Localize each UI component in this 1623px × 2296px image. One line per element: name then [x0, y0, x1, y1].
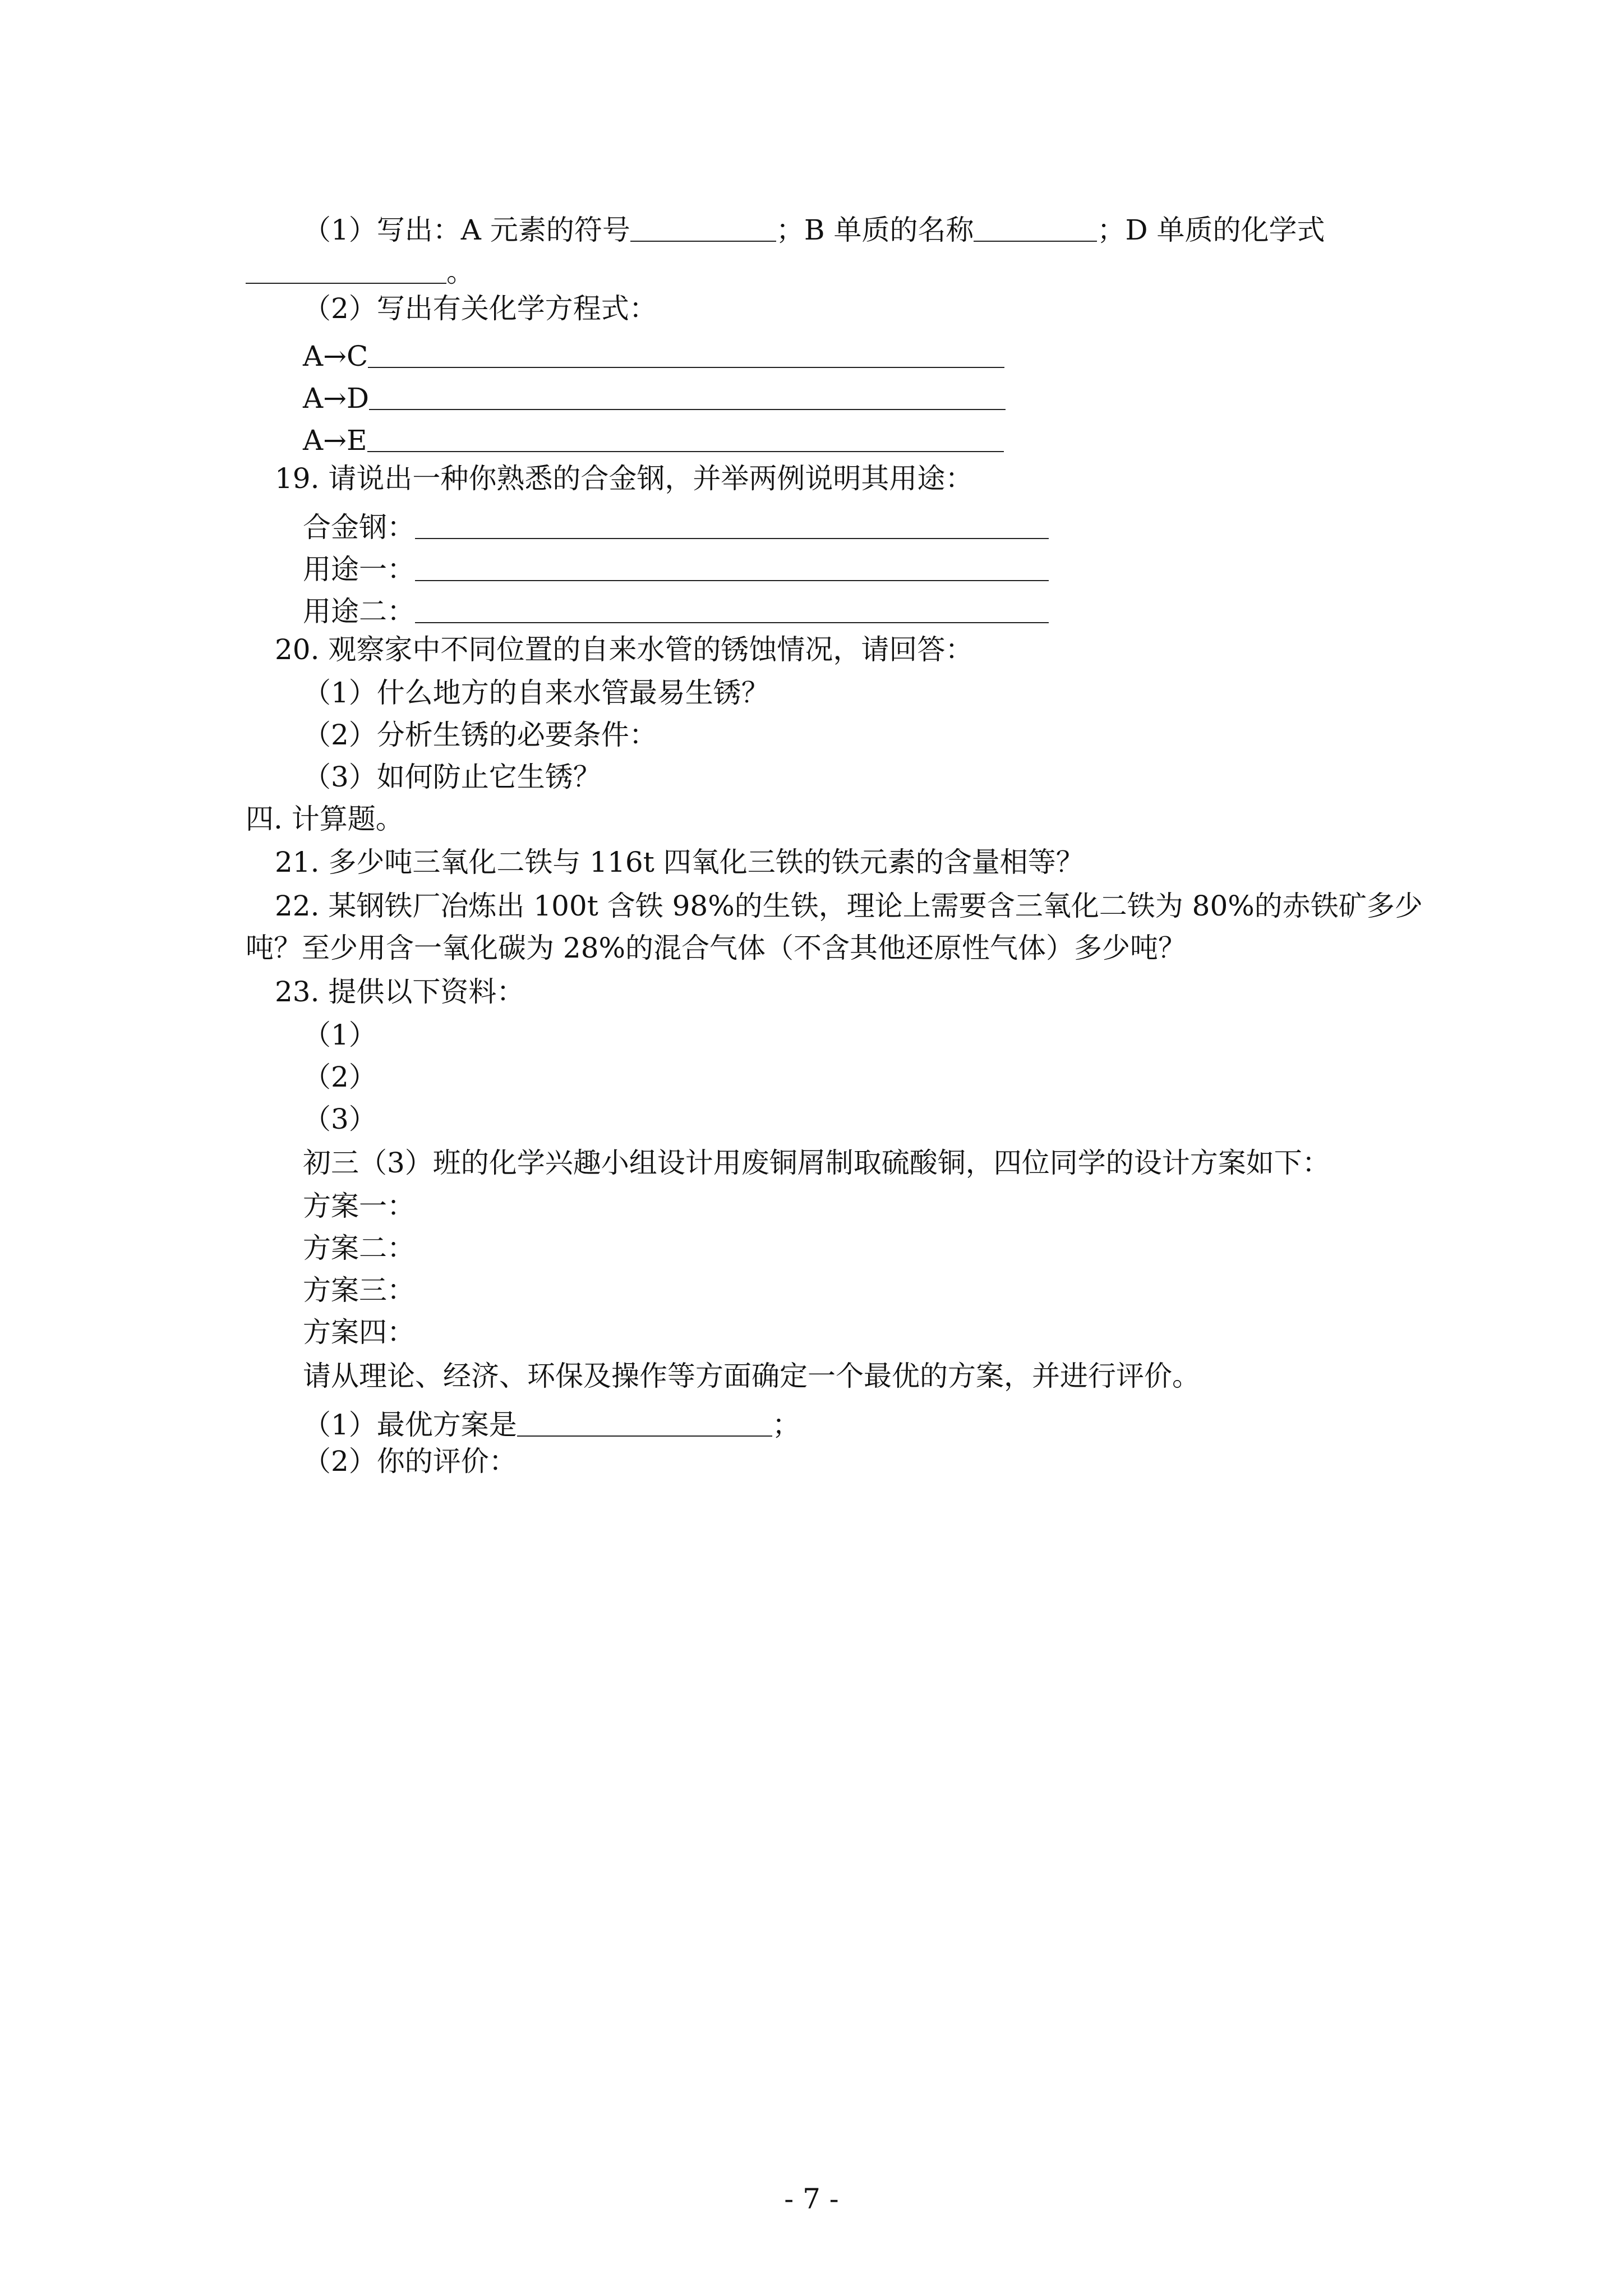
q23-instruction: 请从理论、经济、环保及操作等方面确定一个最优的方案，并进行评价。: [303, 1360, 1200, 1392]
q23-plan-3: 方案三：: [303, 1274, 415, 1306]
equation-blank[interactable]: [368, 339, 1004, 368]
q23-answer2: （2）你的评价：: [303, 1445, 517, 1478]
q21-question: 21. 多少吨三氧化二铁与 116t 四氧化三铁的铁元素的含量相等？: [275, 846, 1084, 878]
field-label: 用途一：: [303, 553, 415, 586]
answer-blank[interactable]: [415, 510, 1049, 539]
q23-intro: 初三（3）班的化学兴趣小组设计用废铜屑制取硫酸铜，四位同学的设计方案如下：: [303, 1147, 1330, 1179]
q23-plan-1: 方案一：: [303, 1190, 415, 1222]
q19-field-alloy: [303, 508, 1049, 544]
field-label: 合金钢：: [303, 511, 415, 544]
q19-field-use2: [303, 592, 1049, 628]
q20-part-1: （1）什么地方的自来水管最易生锈？: [303, 677, 769, 709]
equation-label: A→E: [303, 424, 367, 457]
answer-blank[interactable]: [415, 594, 1049, 623]
q19-question: 19. 请说出一种你熟悉的合金钢，并举两例说明其用途：: [275, 462, 974, 495]
q18-part1-end: 。: [446, 256, 474, 288]
q18-part1-mid-b: ；B 单质的名称: [776, 214, 974, 246]
answer-blank-b-name[interactable]: [974, 213, 1097, 242]
q23-answer1: [303, 1405, 800, 1439]
equation-label: A→C: [303, 340, 368, 372]
equation-row-a-d: [303, 379, 1006, 415]
q20-part-2: （2）分析生锈的必要条件：: [303, 719, 657, 751]
answer-blank-d-formula[interactable]: [246, 255, 446, 284]
answer-blank[interactable]: [415, 552, 1049, 581]
q18-part2-label: （2）写出有关化学方程式：: [303, 292, 657, 325]
q23-material-2: （2）: [303, 1061, 377, 1093]
answer1-label: （1）最优方案是: [303, 1409, 517, 1441]
q23-question: 23. 提供以下资料：: [275, 976, 525, 1008]
q22-line1: 22. 某钢铁厂冶炼出 100t 含铁 98%的生铁，理论上需要含三氧化二铁为 80%的赤铁矿多少: [275, 890, 1423, 922]
equation-label: A→D: [303, 382, 370, 415]
field-label: 用途二：: [303, 595, 415, 628]
equation-row-a-e: [303, 421, 1004, 457]
q18-part1-mid-d: ；D 单质的化学式: [1097, 214, 1325, 246]
q23-material-1: （1）: [303, 1019, 377, 1051]
q19-field-use1: [303, 550, 1049, 586]
q18-part1-line2: [246, 252, 474, 286]
q23-plan-4: 方案四：: [303, 1316, 415, 1349]
page-number: - 7 -: [784, 2183, 839, 2215]
q18-part1-line: [303, 210, 1325, 244]
q23-plan-2: 方案二：: [303, 1232, 415, 1264]
q22-line2: 吨？至少用含一氧化碳为 28%的混合气体（不含其他还原性气体）多少吨？: [246, 932, 1187, 964]
equation-row-a-c: [303, 337, 1004, 370]
section-title: 四. 计算题。: [246, 803, 404, 835]
q20-question: 20. 观察家中不同位置的自来水管的锈蚀情况，请回答：: [275, 633, 974, 666]
answer-blank-a-symbol[interactable]: [630, 213, 776, 242]
equation-blank[interactable]: [367, 423, 1004, 452]
q20-part-3: （3）如何防止它生锈？: [303, 761, 601, 793]
answer1-end: ；: [772, 1409, 800, 1441]
equation-blank[interactable]: [369, 381, 1006, 410]
q23-material-3: （3）: [303, 1103, 377, 1135]
answer-blank-best-plan[interactable]: [517, 1407, 772, 1437]
q18-part1-prefix: （1）写出：A 元素的符号: [303, 214, 630, 246]
